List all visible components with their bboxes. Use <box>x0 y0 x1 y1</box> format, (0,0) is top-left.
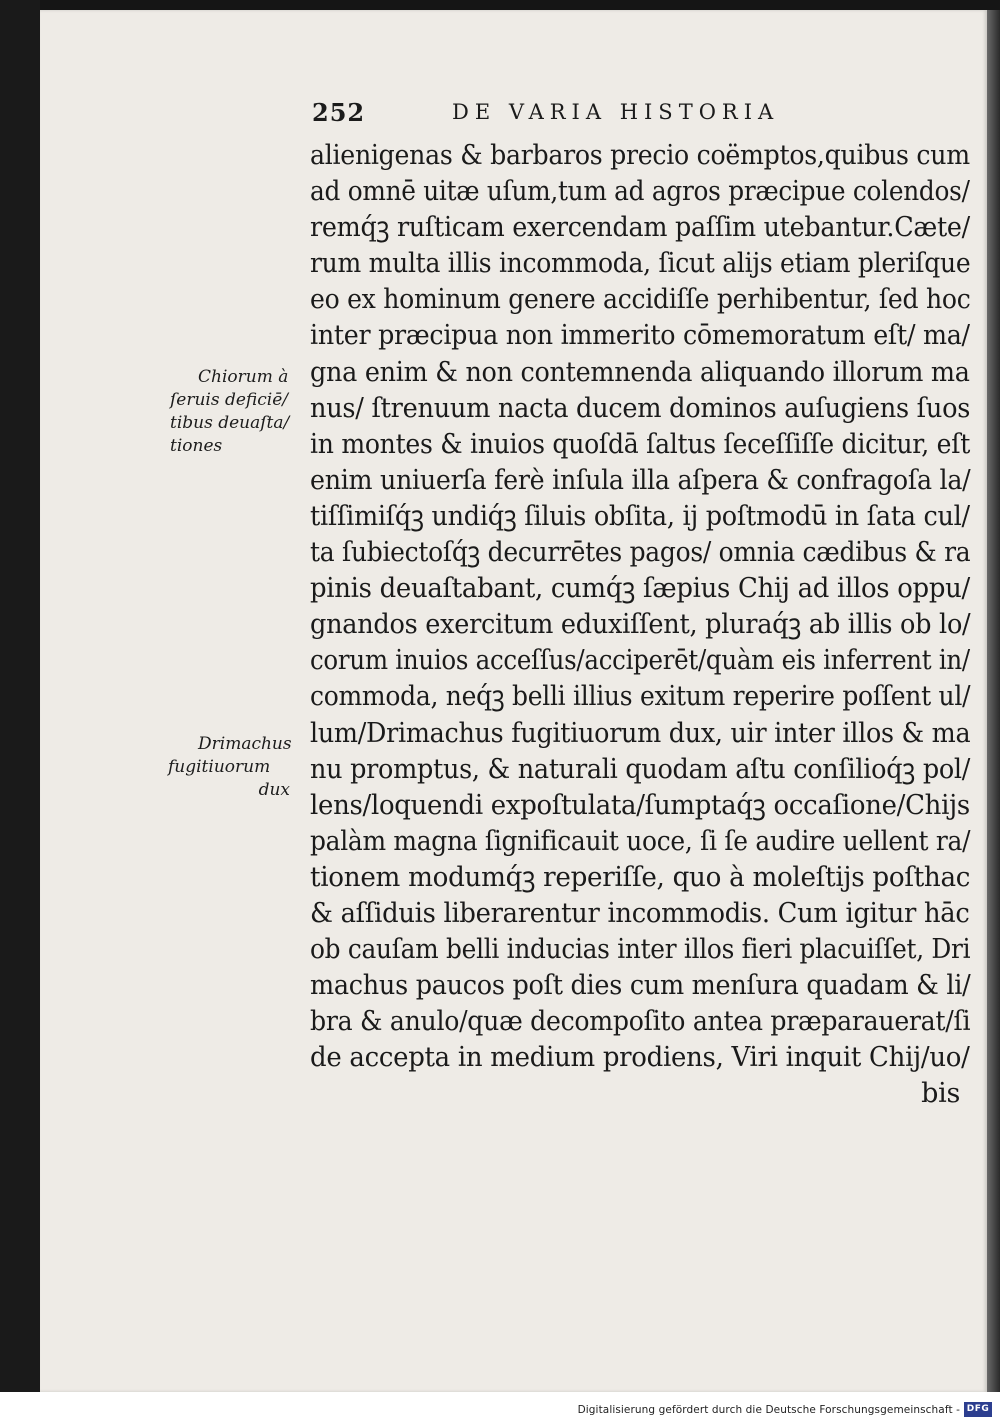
text-line: in montes & inuios quoſdā ſaltus ſeceſſiſſe dicitur, eſt <box>310 428 971 460</box>
main-text <box>310 138 970 1113</box>
text-line: palàm magna ſignificauit uoce, ſi ſe audire uellent ra/ <box>310 825 971 857</box>
text-line: inter præcipua non immerito cōmemoratum eſt/ ma/ <box>310 320 970 352</box>
text-line: gna enim & non contemnenda aliquando illorum ma <box>310 356 970 388</box>
marginal-line: tiones <box>170 436 223 456</box>
text-line: tiſſimiſq́ꝫ undiq́ꝫ ſiluis obſita, ij poſtmodū in ſata cul/ <box>310 500 970 532</box>
marginal-note-chiorum <box>170 366 289 458</box>
text-line: alienigenas & barbaros precio coëmptos,quibus cum <box>310 140 970 171</box>
text-line: commoda, neq́ꝫ belli illius exitum reperire poſſent ul/ <box>310 681 971 713</box>
marginal-line: fugitiuorum <box>168 757 271 777</box>
text-line: nus/ ſtrenuum nacta ducem dominos auſugiens ſuos <box>310 392 971 424</box>
scan-left-border <box>0 0 40 1392</box>
text-line: nu promptus, & naturali quodam aſtu conſilioq́ꝫ pol/ <box>310 753 971 785</box>
marginal-line: Chiorum à <box>198 367 289 387</box>
marginal-line: Drimachus <box>198 734 292 754</box>
text-line: corum inuios acceſſus/acciperēt/quàm eis inferrent in/ <box>310 645 970 677</box>
text-line: rum multa illis incommoda, ſicut alijs etiam pleriſque <box>310 248 971 280</box>
text-line: enim uniuerſa ferè inſula illa aſpera & confragoſa la/ <box>310 464 971 496</box>
page-edge-shadow <box>987 10 1000 1392</box>
catchword: bis <box>921 1078 960 1110</box>
text-line: ad omnē uitæ uſum,tum ad agros præcipue colendos/ <box>310 176 970 208</box>
marginal-line: ſeruis deficiē/ <box>170 390 289 410</box>
text-line: ob cauſam belli inducias inter illos fieri placuiſſet, Dri <box>310 934 971 966</box>
text-line: de accepta in medium prodiens, Viri inquit Chij/uo/ <box>310 1042 970 1074</box>
text-line: pinis deuaſtabant, cumq́ꝫ ſæpius Chij ad illos oppu/ <box>310 573 970 605</box>
text-line: gnandos exercitum eduxiſſent, pluraq́ꝫ ab illis ob lo/ <box>310 609 971 641</box>
marginal-note-drimachus <box>168 733 290 802</box>
running-head: DE VARIA HISTORIA <box>452 100 780 124</box>
marginal-line: tibus deuaſta/ <box>170 413 290 433</box>
text-line: ta ſubiectoſq́ꝫ decurrētes pagos/ omnia cædibus & ra <box>310 537 971 569</box>
scan-top-border <box>0 0 1000 10</box>
text-line: tionem modumq́ꝫ reperiſſe, quo à moleſtijs poſthac <box>310 861 971 893</box>
text-line: bra & anulo/quæ decompoſito antea præparauerat/ſi <box>310 1006 971 1038</box>
funding-credit: Digitalisierung gefördert durch die Deutsche Forschungsgemeinschaft - <box>577 1404 960 1416</box>
page-header <box>312 98 832 130</box>
text-line: machus paucos poſt dies cum menſura quadam & li/ <box>310 970 971 1002</box>
text-line: eo ex hominum genere accidiſſe perhibentur, ſed hoc <box>310 284 971 316</box>
text-line: lum/Drimachus fugitiuorum dux, uir inter illos & ma <box>310 717 971 749</box>
text-line: & aſſiduis liberarentur incommodis. Cum igitur hāc <box>310 897 970 929</box>
page-number: 252 <box>312 98 366 127</box>
text-line: lens/loquendi expoſtulata/ſumptaq́ꝫ occaſione/Chijs <box>310 789 970 821</box>
text-line: remq́ꝫ ruſticam exercendam paſſim utebantur.Cæte/ <box>310 212 970 244</box>
dfg-logo-icon: DFG <box>964 1402 992 1417</box>
marginal-line: dux <box>258 780 290 800</box>
